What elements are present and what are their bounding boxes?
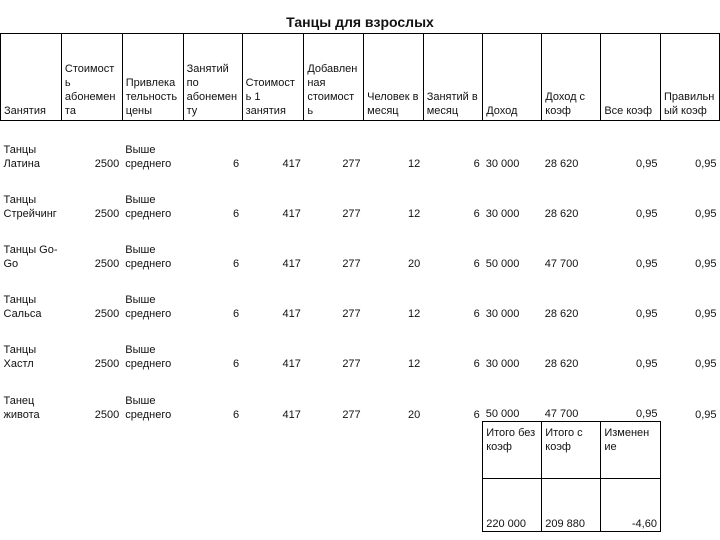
header-cell: Доход bbox=[483, 34, 542, 121]
income-cell: 30 000 bbox=[485, 208, 520, 220]
header-cell: Занятий в месяц bbox=[423, 34, 483, 121]
classes-per-month-cell: 6 bbox=[473, 158, 480, 170]
class-name-cell: Танцы Стрейчинг bbox=[3, 194, 57, 220]
people-per-month-cell: 12 bbox=[407, 308, 421, 320]
right-coef-cell: 0,95 bbox=[695, 208, 717, 220]
attractiveness-cell: Выше среднего bbox=[125, 344, 172, 370]
class-name-cell: Танцы Хастл bbox=[3, 344, 37, 370]
added-value-cell: 277 bbox=[342, 358, 361, 370]
summary-total-coef-label: Итого с коэф bbox=[542, 422, 601, 479]
people-per-month-cell: 12 bbox=[407, 358, 421, 370]
income-coef-cell: 47 700 bbox=[544, 408, 579, 420]
header-cell: Правильн ый коэф bbox=[660, 34, 719, 121]
added-value-cell: 277 bbox=[342, 308, 361, 320]
header-row bbox=[1, 34, 720, 121]
table-row bbox=[1, 171, 720, 221]
header-cell: Доход с коэф bbox=[542, 34, 601, 121]
single-class-price-cell: 417 bbox=[282, 408, 301, 421]
attractiveness-cell: Выше среднего bbox=[125, 244, 172, 270]
income-cell: 50 000 bbox=[485, 258, 520, 270]
classes-per-month-cell: 6 bbox=[473, 358, 480, 370]
price-cell: 2500 bbox=[94, 258, 120, 270]
right-coef-cell: 0,95 bbox=[695, 158, 717, 170]
added-value-cell: 277 bbox=[342, 158, 361, 170]
summary-total-label: Итого без коэф bbox=[483, 422, 542, 479]
right-coef-cell: 0,95 bbox=[695, 408, 717, 421]
right-coef-cell: 0,95 bbox=[695, 258, 717, 270]
income-cell: 30 000 bbox=[485, 308, 520, 320]
header-cell: Стоимост ь абонемен та bbox=[61, 34, 122, 121]
classes-per-month-cell: 6 bbox=[473, 258, 480, 270]
classes-per-month-cell: 6 bbox=[473, 208, 480, 220]
classes-per-month-cell: 6 bbox=[473, 308, 480, 320]
added-value-cell: 277 bbox=[342, 208, 361, 220]
income-cell: 50 000 bbox=[485, 408, 520, 420]
classes-per-pass-cell: 6 bbox=[232, 208, 240, 220]
income-coef-cell: 28 620 bbox=[544, 308, 579, 320]
table-row bbox=[1, 221, 720, 271]
attractiveness-cell: Выше среднего bbox=[125, 194, 172, 220]
summary-header-row bbox=[1, 422, 720, 479]
single-class-price-cell: 417 bbox=[282, 158, 301, 170]
classes-per-pass-cell: 6 bbox=[232, 308, 240, 320]
all-coef-cell: 0,95 bbox=[636, 208, 658, 220]
income-coef-cell: 28 620 bbox=[544, 158, 579, 170]
right-coef-cell: 0,95 bbox=[695, 358, 717, 370]
income-coef-cell: 28 620 bbox=[544, 358, 579, 370]
all-coef-cell: 0,95 bbox=[636, 258, 658, 270]
classes-per-month-cell: 6 bbox=[473, 408, 480, 421]
price-cell: 2500 bbox=[94, 358, 120, 370]
class-name-cell: Танец живота bbox=[3, 394, 40, 421]
price-cell: 2500 bbox=[94, 308, 120, 320]
all-coef-cell: 0,95 bbox=[636, 308, 658, 320]
single-class-price-cell: 417 bbox=[282, 208, 301, 220]
table-row bbox=[1, 371, 720, 422]
class-name-cell: Танцы Go- Go bbox=[3, 244, 58, 270]
class-name-cell: Танцы Латина bbox=[3, 144, 40, 170]
added-value-cell: 277 bbox=[342, 258, 361, 270]
attractiveness-cell: Выше среднего bbox=[125, 144, 172, 170]
header-cell: Стоимост ь 1 занятия bbox=[242, 34, 304, 121]
price-cell: 2500 bbox=[94, 208, 120, 220]
income-coef-cell: 47 700 bbox=[544, 258, 579, 270]
summary-change-label: Изменен ие bbox=[601, 422, 661, 479]
single-class-price-cell: 417 bbox=[282, 358, 301, 370]
summary-value-row bbox=[1, 479, 720, 532]
single-class-price-cell: 417 bbox=[282, 258, 301, 270]
summary-total-coef-value: 209 880 bbox=[542, 479, 601, 532]
attractiveness-cell: Выше среднего bbox=[125, 394, 172, 421]
added-value-cell: 277 bbox=[342, 408, 361, 421]
people-per-month-cell: 12 bbox=[407, 208, 421, 220]
header-cell: Человек в месяц bbox=[364, 34, 424, 121]
header-cell: Все коэф bbox=[601, 34, 661, 121]
income-cell: 30 000 bbox=[485, 158, 520, 170]
right-coef-cell: 0,95 bbox=[695, 308, 717, 320]
single-class-price-cell: 417 bbox=[282, 308, 301, 320]
classes-per-pass-cell: 6 bbox=[232, 358, 240, 370]
dance-table bbox=[0, 33, 720, 532]
income-cell: 30 000 bbox=[485, 358, 520, 370]
income-coef-cell: 28 620 bbox=[544, 208, 579, 220]
summary-change-value: -4,60 bbox=[601, 479, 661, 532]
table-row bbox=[1, 271, 720, 321]
people-per-month-cell: 20 bbox=[407, 258, 421, 270]
all-coef-cell: 0,95 bbox=[636, 358, 658, 370]
table-row bbox=[1, 121, 720, 172]
people-per-month-cell: 12 bbox=[407, 158, 421, 170]
table-row bbox=[1, 321, 720, 371]
price-cell: 2500 bbox=[94, 408, 120, 421]
all-coef-cell: 0,95 bbox=[636, 408, 658, 420]
class-name-cell: Танцы Сальса bbox=[3, 294, 42, 320]
classes-per-pass-cell: 6 bbox=[232, 408, 240, 421]
header-cell: Привлека тельность цены bbox=[122, 34, 183, 121]
all-coef-cell: 0,95 bbox=[636, 158, 658, 170]
price-cell: 2500 bbox=[94, 158, 120, 170]
attractiveness-cell: Выше среднего bbox=[125, 294, 172, 320]
page-title: Танцы для взрослых bbox=[286, 14, 434, 30]
header-cell: Занятий по абонемен ту bbox=[183, 34, 242, 121]
header-cell: Занятия bbox=[1, 34, 62, 121]
people-per-month-cell: 20 bbox=[407, 408, 421, 421]
classes-per-pass-cell: 6 bbox=[232, 158, 240, 170]
classes-per-pass-cell: 6 bbox=[232, 258, 240, 270]
header-cell: Добавлен ная стоимост ь bbox=[304, 34, 364, 121]
summary-total-value: 220 000 bbox=[483, 479, 542, 532]
